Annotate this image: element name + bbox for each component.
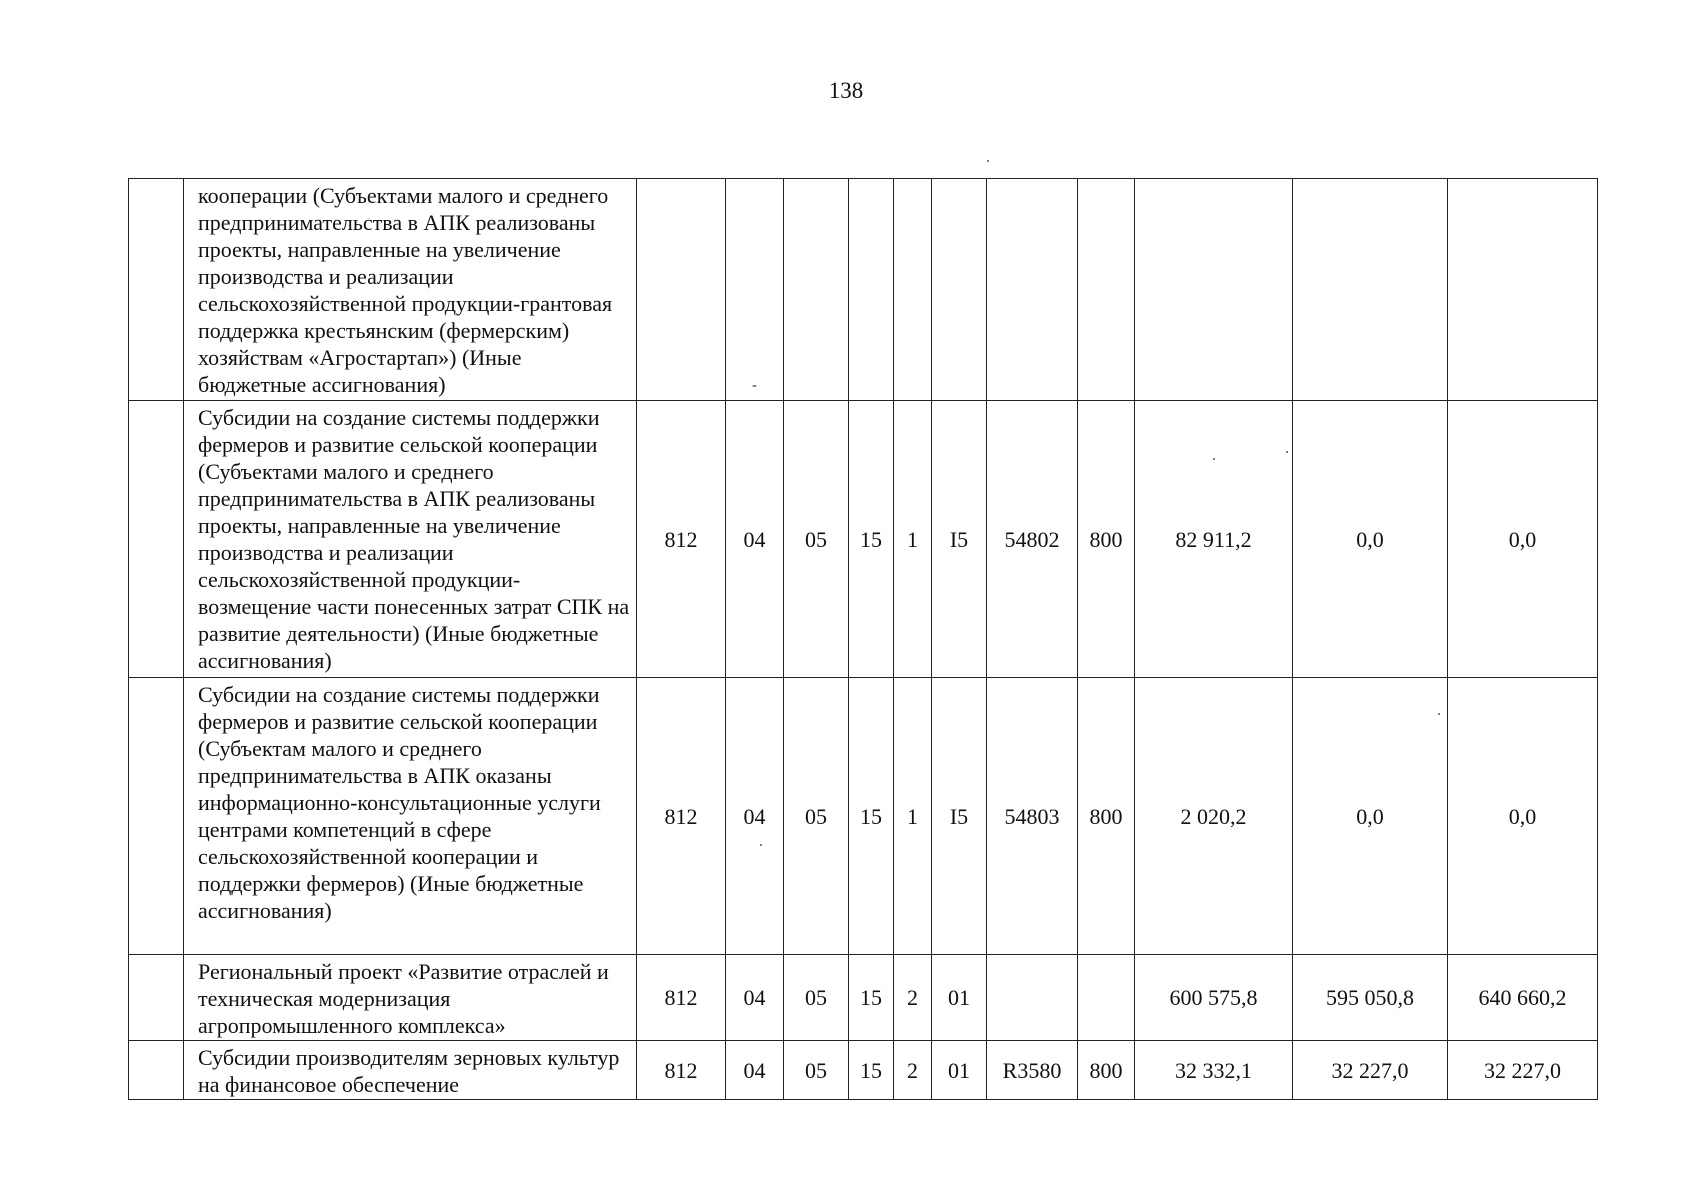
section-code-cell: 04 xyxy=(726,678,784,955)
section-code-cell: 04 xyxy=(726,955,784,1041)
section-code-cell: 04 xyxy=(726,1041,784,1100)
page-number: 138 xyxy=(828,78,864,103)
description-cell: Субсидии производителям зерновых культур на финансовое обеспечение xyxy=(184,1041,637,1100)
expense-type-cell: 800 xyxy=(1078,678,1135,955)
subprogram-code-cell: 1 xyxy=(894,678,932,955)
expense-type-cell xyxy=(1078,179,1135,401)
subsection-code-cell: 05 xyxy=(784,1041,849,1100)
subprogram-code-cell: 2 xyxy=(894,955,932,1041)
subprogram-code-cell xyxy=(894,179,932,401)
index-cell xyxy=(129,678,184,955)
admin-code-cell: 812 xyxy=(637,678,726,955)
amount-year3-cell xyxy=(1448,179,1598,401)
program-code-cell: 15 xyxy=(849,401,894,678)
table-row xyxy=(129,1041,1598,1100)
subsection-code-cell xyxy=(784,179,849,401)
subsection-code-cell: 05 xyxy=(784,678,849,955)
index-cell xyxy=(129,955,184,1041)
direction-code-cell xyxy=(987,955,1078,1041)
description-cell: Субсидии на создание системы поддержки фермеров и развитие сельской кооперации (Субъектам малого и среднего предпринимательства в АПК оказаны информационно-консультационные услуги центрами компетенций в сфере сельскохозяйственной кооперации и поддержки фермеров) (Иные бюджетные ассигнования) xyxy=(184,678,637,955)
amount-year2-cell: 595 050,8 xyxy=(1293,955,1448,1041)
direction-code-cell: 54802 xyxy=(987,401,1078,678)
index-cell xyxy=(129,401,184,678)
program-code-cell: 15 xyxy=(849,678,894,955)
subprogram-code-cell: 1 xyxy=(894,401,932,678)
subprogram-code-cell: 2 xyxy=(894,1041,932,1100)
target-code-cell: I5 xyxy=(932,678,987,955)
amount-year1-cell: 82 911,2 xyxy=(1135,401,1293,678)
expense-type-cell xyxy=(1078,955,1135,1041)
program-code-cell: 15 xyxy=(849,1041,894,1100)
index-cell xyxy=(129,1041,184,1100)
amount-year3-cell: 0,0 xyxy=(1448,401,1598,678)
section-code-cell: 04 xyxy=(726,401,784,678)
dash-mark: - xyxy=(752,377,757,393)
budget-table xyxy=(128,178,1598,1100)
table-row xyxy=(129,401,1598,678)
admin-code-cell: 812 xyxy=(637,955,726,1041)
direction-code-cell xyxy=(987,179,1078,401)
subsection-code-cell: 05 xyxy=(784,955,849,1041)
target-code-cell: I5 xyxy=(932,401,987,678)
section-code-cell xyxy=(726,179,784,401)
amount-year3-cell: 640 660,2 xyxy=(1448,955,1598,1041)
expense-type-cell: 800 xyxy=(1078,1041,1135,1100)
table-row xyxy=(129,678,1598,955)
amount-year2-cell: 32 227,0 xyxy=(1293,1041,1448,1100)
subsection-code-cell: 05 xyxy=(784,401,849,678)
table-row xyxy=(129,179,1598,401)
amount-year1-cell: 32 332,1 xyxy=(1135,1041,1293,1100)
description-cell: Субсидии на создание системы поддержки фермеров и развитие сельской кооперации (Субъектами малого и среднего предпринимательства в АПК реализованы проекты, направленные на увеличение производства и реализации сельскохозяйственной продукции-возмещение части понесенных затрат СПК на развитие деятельности) (Иные бюджетные ассигнования) xyxy=(184,401,637,678)
amount-year1-cell: 2 020,2 xyxy=(1135,678,1293,955)
amount-year1-cell xyxy=(1135,179,1293,401)
description-cell: кооперации (Субъектами малого и среднего предпринимательства в АПК реализованы проекты, направленные на увеличение производства и реализации сельскохозяйственной продукции-грантовая поддержка крестьянским (фермерским) хозяйствам «Агростартап») (Иные бюджетные ассигнования) xyxy=(184,179,637,401)
direction-code-cell: R3580 xyxy=(987,1041,1078,1100)
target-code-cell: 01 xyxy=(932,1041,987,1100)
direction-code-cell: 54803 xyxy=(987,678,1078,955)
index-cell xyxy=(129,179,184,401)
amount-year1-cell: 600 575,8 xyxy=(1135,955,1293,1041)
amount-year2-cell: 0,0 xyxy=(1293,401,1448,678)
table-row xyxy=(129,955,1598,1041)
admin-code-cell: 812 xyxy=(637,1041,726,1100)
program-code-cell xyxy=(849,179,894,401)
program-code-cell: 15 xyxy=(849,955,894,1041)
expense-type-cell: 800 xyxy=(1078,401,1135,678)
description-cell: Региональный проект «Развитие отраслей и техническая модернизация агропромышленного комплекса» xyxy=(184,955,637,1041)
scan-speck xyxy=(987,160,989,162)
target-code-cell: 01 xyxy=(932,955,987,1041)
amount-year2-cell xyxy=(1293,179,1448,401)
target-code-cell xyxy=(932,179,987,401)
amount-year3-cell: 32 227,0 xyxy=(1448,1041,1598,1100)
admin-code-cell: 812 xyxy=(637,401,726,678)
amount-year2-cell: 0,0 xyxy=(1293,678,1448,955)
admin-code-cell xyxy=(637,179,726,401)
amount-year3-cell: 0,0 xyxy=(1448,678,1598,955)
